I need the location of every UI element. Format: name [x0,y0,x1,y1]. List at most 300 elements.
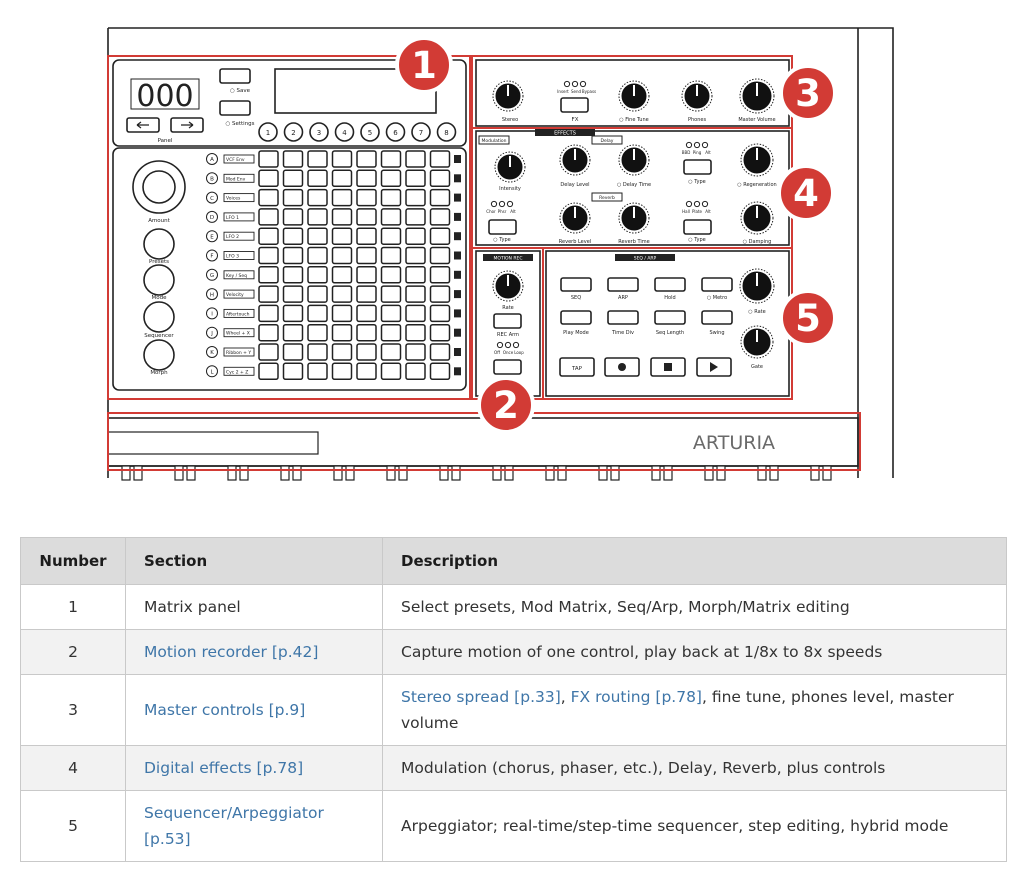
row-label: Velocity [226,293,244,299]
seq-row2-button [655,311,685,324]
row-label: VCF Env [226,158,245,163]
row-letter: B [210,176,214,183]
delay-type-button [684,160,711,174]
settings-label: ○ Settings [225,121,255,127]
cell-number: 1 [21,585,126,630]
mod-type-label: ○ Type [493,237,511,243]
row-marker [454,271,461,279]
delay-led [694,142,699,147]
cell-description [383,746,1007,791]
row-marker [454,252,461,260]
fx-led [564,81,569,86]
matrix-pad [382,363,401,379]
seq-row1-label: Hold [664,295,676,301]
damping-label: ○ Damping [742,239,772,245]
regeneration-knob [741,144,773,176]
intensity-knob [495,152,525,182]
description-link[interactable]: Stereo spread [p.33] [401,688,561,706]
number-button-label: 8 [444,129,449,137]
key-stub [440,466,448,480]
left-control-label: Morph [150,370,168,376]
reverb-level-label: Reverb Level [558,239,592,245]
seq-rate-knob [740,269,774,303]
seq-row2-button [561,311,591,324]
record-icon [618,363,626,371]
matrix-pad [406,190,425,206]
matrix-pad [357,190,376,206]
display-digits: 000 [136,79,194,114]
master-volume-label: Master Volume [738,117,776,123]
row-letter: C [210,195,214,202]
seq-row1-label: SEQ [570,295,582,301]
seq-row2-button [702,311,732,324]
motion-title: MOTION REC [493,256,523,262]
matrix-pad [406,344,425,360]
fx-button [561,98,588,112]
matrix-pad [284,151,303,167]
matrix-pad [431,151,450,167]
section-link[interactable]: Sequencer/Arpeggiator [p.53] [144,804,324,848]
header-section: Section [126,538,383,585]
matrix-pad [431,267,450,283]
mod-led [491,201,496,206]
row-marker [454,309,461,317]
matrix-pad [357,305,376,321]
key-stub [387,466,395,480]
matrix-pad [431,248,450,264]
header-description: Description [383,538,1007,585]
number-button-label: 7 [418,129,424,137]
fx-label: FX [571,117,579,123]
mod-led [507,201,512,206]
key-stub [122,466,130,480]
intensity-label: Intensity [499,186,521,192]
matrix-pad [382,209,401,225]
row-label: Aftertouch [226,312,250,318]
matrix-pad [308,209,327,225]
reverb-led-label: Plate [691,209,703,214]
key-stub [399,466,407,480]
delay-led [702,142,707,147]
stereo-label: Stereo [501,117,519,123]
matrix-pad [382,151,401,167]
number-button-label: 3 [316,129,322,137]
matrix-pad [382,248,401,264]
rec-arm-button [494,314,521,328]
table-row [21,585,1007,630]
matrix-pad [333,286,352,302]
matrix-pad [431,228,450,244]
seq-title: SEQ / ARP [633,256,657,262]
matrix-pad [259,151,278,167]
reverb-led [686,201,691,206]
matrix-pad [259,305,278,321]
reverb-time-label: Reverb Time [618,239,650,245]
key-stub [811,466,819,480]
effects-title: EFFECTS [554,130,576,137]
regeneration-label: ○ Regeneration [737,182,777,188]
row-letter: D [209,215,215,222]
matrix-pad [382,344,401,360]
section-link[interactable]: Digital effects [p.78] [144,759,304,777]
motion-led [513,342,518,347]
cell-number: 2 [21,630,126,675]
cell-description [383,791,1007,862]
matrix-pad [406,267,425,283]
key-stub [281,466,289,480]
cell-description [383,630,1007,675]
matrix-pad [357,325,376,341]
sections-table [20,537,1007,862]
cell-description [383,675,1007,746]
row-marker [454,232,461,240]
matrix-pad [333,248,352,264]
key-stub [664,466,672,480]
panel-label: Panel [157,138,173,144]
delay-led-label: BBD [681,150,691,155]
key-stub [717,466,725,480]
row-letter: K [210,350,214,357]
rec-arm-label: REC Arm [497,332,519,338]
stereo-knob [493,81,523,111]
key-stub [558,466,566,480]
matrix-pad [308,170,327,186]
row-marker [454,348,461,356]
section-badge-number: 2 [493,384,519,427]
cell-section [126,585,383,630]
matrix-pad [431,363,450,379]
header-number: Number [21,538,126,585]
matrix-pad [357,209,376,225]
matrix-pad [308,267,327,283]
delay-level-knob [560,145,590,175]
matrix-pad [431,190,450,206]
description-text: Modulation (chorus, phaser, etc.), Delay, Reverb, plus controls [401,759,886,777]
cell-description [383,585,1007,630]
brand-logo: ARTURIA [692,432,776,454]
cell-number: 3 [21,675,126,746]
tap-label: TAP [571,366,583,372]
matrix-pad [308,286,327,302]
description-text: Capture motion of one control, play back at 1/8x to 8x speeds [401,643,883,661]
matrix-pad [259,228,278,244]
left-control-label: Amount [148,218,170,224]
section-link[interactable]: Motion recorder [p.42] [144,643,319,661]
delay-time-knob [619,145,649,175]
section-badge-number: 5 [795,297,821,340]
matrix-pad [382,190,401,206]
reverb-led [702,201,707,206]
cell-section [126,675,383,746]
cell-section [126,746,383,791]
phones-knob [682,81,712,111]
matrix-pad [259,363,278,379]
row-label: Wheel + X [226,331,250,337]
row-letter: G [209,273,215,279]
matrix-pad [333,344,352,360]
matrix-pad [431,209,450,225]
seq-row1-button [608,278,638,291]
row-label: Key / Seq [226,273,248,279]
matrix-pad [259,170,278,186]
description-text: , fine tune, phones level, master volume [401,688,954,732]
matrix-pad [357,170,376,186]
matrix-pad [357,363,376,379]
key-stub [611,466,619,480]
matrix-pad [357,267,376,283]
key-stub [346,466,354,480]
motion-led [505,342,510,347]
matrix-pad [284,209,303,225]
matrix-pad [357,344,376,360]
damping-knob [741,202,773,234]
mod-led [499,201,504,206]
gate-label: Gate [751,364,763,370]
motion-led [497,342,502,347]
table-row [21,675,1007,746]
mod-led-label: Alt [510,209,516,214]
modulation-label: Modulation [481,139,507,144]
delay-led-label: Alt [705,150,711,155]
matrix-pad [259,286,278,302]
table-row [21,746,1007,791]
seq-row1-button [655,278,685,291]
fx-led-label: Insert [557,89,569,94]
delay-led [686,142,691,147]
key-stub [452,466,460,480]
description-text: , [560,688,571,706]
number-button-label: 5 [367,129,373,137]
fx-led [580,81,585,86]
row-letter: F [210,253,214,260]
matrix-pad [406,248,425,264]
table-row [21,791,1007,862]
matrix-pad [406,151,425,167]
row-letter: A [210,157,214,164]
matrix-pad [308,363,327,379]
section-badge-number: 1 [411,44,437,87]
delay-led-label: Ping [692,150,702,155]
number-button-label: 4 [342,129,347,137]
delay-label: Delay [600,139,614,144]
matrix-pad [333,325,352,341]
seq-row2-label: Swing [709,330,725,336]
matrix-pad [259,267,278,283]
row-marker [454,329,461,337]
cell-section [126,791,383,862]
matrix-pad [284,363,303,379]
row-marker [454,213,461,221]
matrix-pad [308,325,327,341]
seq-row2-label: Time Div [611,330,635,336]
cell-number: 4 [21,746,126,791]
matrix-pad [333,209,352,225]
matrix-pad [308,248,327,264]
matrix-pad [259,248,278,264]
row-letter: H [209,292,215,299]
matrix-pad [431,305,450,321]
matrix-pad [259,325,278,341]
motion-mode-button [494,360,521,374]
fx-led-label: Bypass [581,89,597,94]
fx-led-label: Send [570,89,582,94]
section-text: Matrix panel [144,598,241,616]
key-stub [505,466,513,480]
save-label: ○ Save [229,88,251,94]
key-stub [334,466,342,480]
reverb-type-label: ○ Type [688,237,706,243]
matrix-pad [382,305,401,321]
seq-row2-label: Seq Length [655,330,685,336]
matrix-pad [308,344,327,360]
matrix-pad [382,325,401,341]
seq-row1-label: ARP [618,295,628,301]
motion-rate-label: Rate [502,305,514,311]
matrix-pad [333,190,352,206]
matrix-pad [284,325,303,341]
matrix-pad [259,344,278,360]
seq-row2-button [608,311,638,324]
matrix-pad [259,209,278,225]
matrix-pad [333,363,352,379]
motion-led-label: Loop [514,350,524,355]
delay-level-label: Delay Level [560,182,590,188]
matrix-pad [357,248,376,264]
key-stub [705,466,713,480]
row-label: Cyc 2 + Z [226,370,249,376]
row-marker [454,194,461,202]
matrix-pad [406,286,425,302]
matrix-pad [406,305,425,321]
seq-rate-label: ○ Rate [748,309,766,315]
row-letter: J [211,330,213,337]
number-button-label: 1 [265,129,271,137]
row-marker [454,367,461,375]
description-text: Arpeggiator; real-time/step-time sequencer, step editing, hybrid mode [401,817,949,835]
row-marker [454,290,461,298]
seq-row2-label: Play Mode [563,330,589,336]
key-stub [546,466,554,480]
matrix-pad [431,286,450,302]
matrix-pad [284,286,303,302]
mod-type-button [489,220,516,234]
section-badge-number: 4 [793,172,819,215]
row-letter: E [210,234,214,241]
section-badge-number: 3 [795,72,821,115]
matrix-pad [308,190,327,206]
reverb-level-knob [560,203,590,233]
key-stub [493,466,501,480]
key-stub [228,466,236,480]
fx-led [572,81,577,86]
matrix-pad [382,286,401,302]
left-control-label: Mode [151,295,167,301]
left-control-label: Presets [148,259,170,265]
delay-type-label: ○ Type [688,179,706,185]
reverb-type-button [684,220,711,234]
table-header-row [21,538,1007,585]
key-stub [240,466,248,480]
reverb-led-label: Hall [682,209,690,214]
matrix-pad [308,228,327,244]
matrix-pad [382,267,401,283]
table-row [21,630,1007,675]
matrix-pad [406,363,425,379]
stop-icon [664,363,672,371]
matrix-pad [259,190,278,206]
description-link[interactable]: FX routing [p.78] [570,688,702,706]
matrix-pad [431,344,450,360]
fine-tune-label: ○ Fine Tune [619,117,649,123]
master-volume-knob [740,79,774,113]
row-label: Voices [226,196,241,202]
matrix-pad [382,228,401,244]
reverb-label: Reverb [599,196,615,201]
motion-rate-knob [493,271,523,301]
row-marker [454,155,461,163]
row-marker [454,174,461,182]
matrix-pad [333,170,352,186]
delay-time-label: ○ Delay Time [616,182,652,188]
cell-section [126,630,383,675]
row-label: Ribbon + Y [226,351,252,356]
matrix-pad [357,228,376,244]
row-letter: I [211,311,213,318]
row-label: Mod Env [226,177,246,183]
matrix-pad [308,151,327,167]
matrix-pad [284,248,303,264]
section-link[interactable]: Master controls [p.9] [144,701,306,719]
number-button-label: 6 [393,129,398,137]
matrix-pad [431,170,450,186]
key-stub [770,466,778,480]
matrix-pad [333,151,352,167]
motion-led-label: Off [494,350,500,355]
reverb-led [694,201,699,206]
row-label: LFO 3 [226,254,239,260]
matrix-pad [284,170,303,186]
matrix-pad [406,325,425,341]
row-label: LFO 2 [226,235,239,241]
row-letter: L [210,369,214,376]
cell-number: 5 [21,791,126,862]
matrix-pad [333,228,352,244]
matrix-pad [284,228,303,244]
reverb-time-knob [619,203,649,233]
row-label: LFO 1 [226,215,239,221]
matrix-pad [406,209,425,225]
matrix-pad [357,151,376,167]
matrix-pad [406,170,425,186]
matrix-pad [333,267,352,283]
mod-led-label: Chor [486,209,496,214]
matrix-pad [357,286,376,302]
gate-knob [741,326,773,358]
key-stub [758,466,766,480]
key-stub [823,466,831,480]
matrix-pad [333,305,352,321]
key-stub [134,466,142,480]
seq-row1-button [561,278,591,291]
reverb-led-label: Alt [705,209,711,214]
seq-row1-button [702,278,732,291]
matrix-pad [284,190,303,206]
matrix-pad [382,170,401,186]
key-stub [599,466,607,480]
seq-row1-label: ○ Metro [706,295,728,301]
number-button-label: 2 [291,129,296,137]
matrix-pad [431,325,450,341]
